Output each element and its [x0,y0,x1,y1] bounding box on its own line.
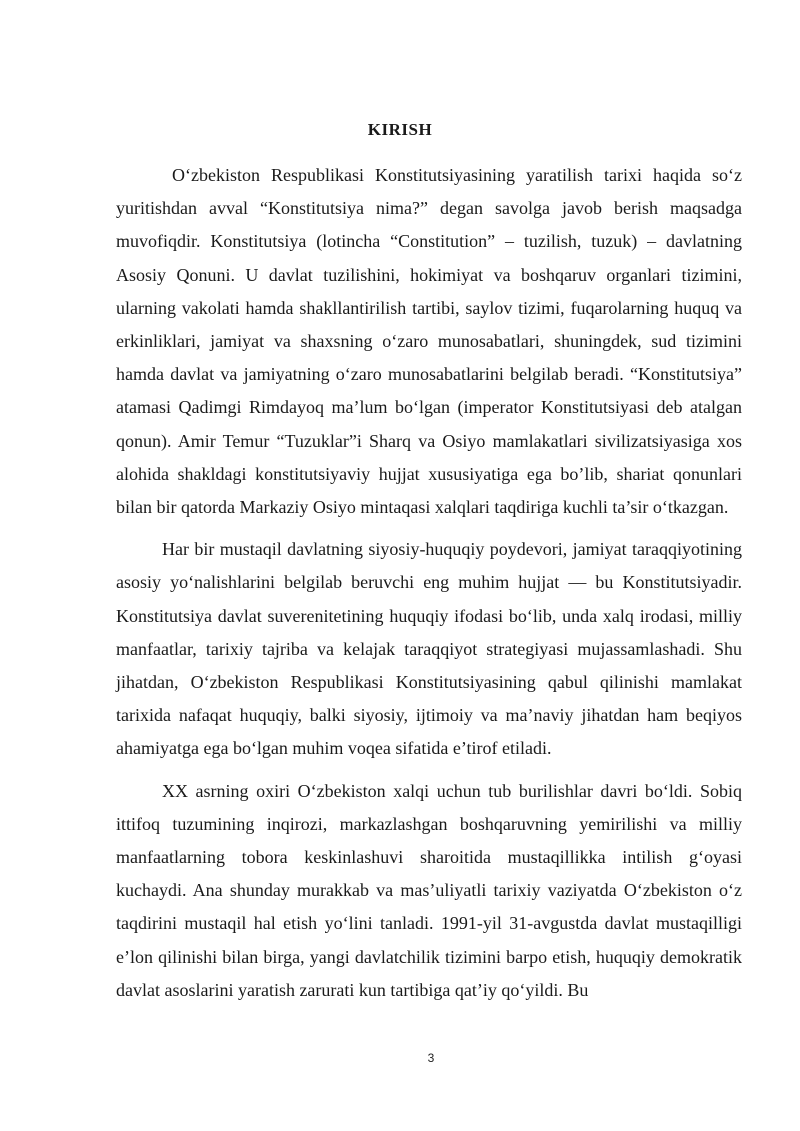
paragraph-3: XX asrning oxiri O‘zbekiston xalqi uchun tub burilishlar davri bo‘ldi. Sobiq ittifoq tuzumining inqirozi, markazlashgan boshqaruvning yemirilishi va milliy manfaatlarning tobora keskinlashuvi sharoitida mustaqillikka intilish g‘oyasi kuchaydi. Ana shunday murakkab va mas’uliyatli tarixiy vaziyatda O‘zbekiston o‘z taqdirini mustaqil hal etish yo‘lini tanladi. 1991-yil 31-avgustda davlat mustaqilligi e’lon qilinishi bilan birga, yangi davlatchilik tizimini barpo etish, huquqiy demokratik davlat asoslarini yaratish zarurati kun tartibiga qat’iy qo‘yildi. Bu [116,780,742,1000]
paragraph-2: Har bir mustaqil davlatning siyosiy-huquqiy poydevori, jamiyat taraqqiyotining asosiy yo‘nalishlarini belgilab beruvchi eng muhim hujjat — bu Konstitutsiyadir. Konstitutsiya davlat suverenitetining huquqiy ifodasi bo‘lib, unda xalq irodasi, milliy manfaatlar, tarixiy tajriba va kelajak taraqqiyot strategiyasi mujassamlashadi. Shu jihatdan, O‘zbekiston Respublikasi Konstitutsiyasining qabul qilinishi mamlakat tarixida nafaqat huquqiy, balki siyosiy, ijtimoiy va ma’naviy jihatdan ham beqiyos ahamiyatga ega bo‘lgan muhim voqea sifatida e’tirof etiladi. [116,539,742,759]
page-title: KIRISH [367,120,433,139]
paragraph-1: O‘zbekiston Respublikasi Konstitutsiyasining yaratilish tarixi haqida so‘z yuritishdan avval “Konstitutsiya nima?” degan savolga javob berish maqsadga muvofiqdir. Konstitutsiya (lotincha “Constitution” – tuzilish, tuzuk) – davlatning Asosiy Qonuni. U davlat tuzilishini, hokimiyat va boshqaruv organlari tizimini, ularning vakolati hamda shakllantirilish tartibi, saylov tizimi, fuqarolarning huquq va erkinliklari, jamiyat va shaxsning o‘zaro munosabatlari, shuningdek, sud tizimini hamda davlat va jamiyatning o‘zaro munosabatlarini belgilab beradi. “Konstitutsiya” atamasi Qadimgi Rimdayoq ma’lum bo‘lgan (imperator Konstitutsiyasi deb atalgan qonun). Amir Temur “Tuzuklar”i Sharq va Osiyo mamlakatlari sivilizatsiyasiga xos alohida shakldagi konstitutsiyaviy hujjat xususiyatiga ega bo’lib, shariat qonunlari bilan bir qatorda Markaziy Osiyo mintaqasi xalqlari taqdiriga kuchli ta’sir o‘tkazgan. [116,165,742,518]
page-number: 3 [427,1051,435,1065]
body-text [116,159,742,1007]
